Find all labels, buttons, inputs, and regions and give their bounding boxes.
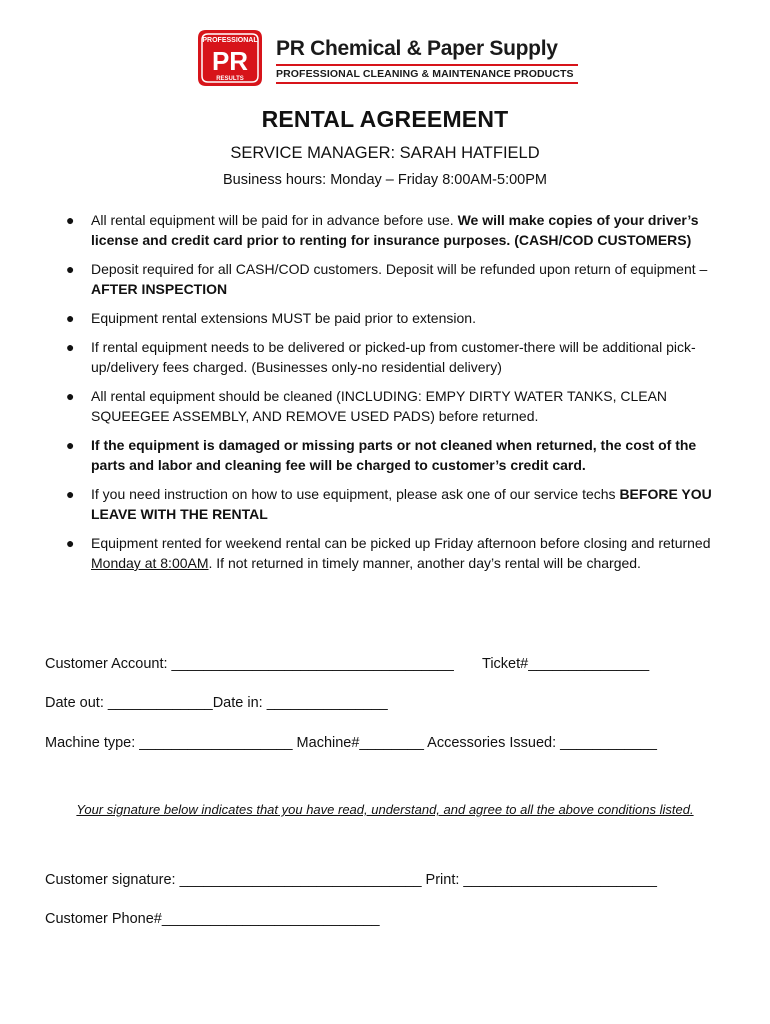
machine-field[interactable]: Machine type: ___________________ Machine#________ Accessories Issued: ____________	[45, 735, 657, 751]
bullet-icon: ●	[66, 388, 75, 404]
list-item	[62, 210, 722, 250]
bullet-icon: ●	[66, 339, 75, 355]
ticket-field[interactable]: Ticket#_______________	[482, 656, 650, 672]
rule-bold-text: AFTER INSPECTION	[91, 281, 228, 297]
bullet-icon: ●	[66, 212, 75, 228]
bullet-icon: ●	[66, 437, 75, 453]
company-header	[276, 36, 578, 84]
business-hours: Business hours: Monday – Friday 8:00AM-5:00PM	[223, 172, 547, 188]
list-item	[62, 484, 722, 524]
list-item	[62, 533, 722, 573]
customer-signature-field[interactable]: Customer signature: ______________________________ Print: ________________________	[45, 872, 657, 888]
list-item	[62, 386, 722, 426]
rule-underlined-text: Monday at 8:00AM	[91, 555, 209, 571]
bullet-icon: ●	[66, 486, 75, 502]
page-title: RENTAL AGREEMENT	[261, 106, 509, 132]
rule-bold-text: We will make copies of your driver’s license and credit card prior to renting for insurance purposes. (CASH/COD CUSTOMERS)	[91, 212, 699, 248]
rule-bold-text: BEFORE YOU LEAVE WITH THE RENTAL	[91, 486, 712, 522]
bullet-icon: ●	[66, 310, 75, 326]
rental-rules-list	[62, 210, 722, 582]
date-out-in-field[interactable]: Date out: _____________Date in: _______________	[45, 695, 388, 711]
bullet-icon: ●	[66, 535, 75, 551]
signature-notice: Your signature below indicates that you have read, understand, and agree to all the above conditions listed.	[76, 802, 694, 817]
header-divider	[276, 64, 578, 66]
list-item	[62, 259, 722, 299]
rule-text-continued: . If not returned in timely manner, another day’s rental will be charged.	[208, 555, 641, 571]
rule-bold-text: If the equipment is damaged or missing parts or not cleaned when returned, the cost of the parts and labor and cleaning fee will be charged to customer’s credit card.	[91, 437, 697, 473]
rule-text: All rental equipment will be paid for in advance before use.	[91, 212, 458, 228]
list-item	[62, 435, 722, 475]
logo-bottom-text: RESULTS	[216, 76, 244, 82]
customer-account-field[interactable]: Customer Account: ___________________________________	[45, 656, 454, 672]
list-item	[62, 337, 722, 377]
company-tagline: PROFESSIONAL CLEANING & MAINTENANCE PRODUCTS	[276, 68, 574, 80]
list-item	[62, 308, 722, 328]
customer-phone-field[interactable]: Customer Phone#___________________________	[45, 911, 380, 927]
header-divider-bottom	[276, 82, 578, 84]
rule-text: All rental equipment should be cleaned (INCLUDING: EMPY DIRTY WATER TANKS, CLEAN SQUEEGEE ASSEMBLY, AND REMOVE USED PADS) before returned.	[91, 388, 668, 424]
rule-text: If rental equipment needs to be delivered or picked-up from customer-there will be additional pick-up/delivery fees charged. (Businesses only-no residential delivery)	[91, 339, 696, 375]
service-manager: SERVICE MANAGER: SARAH HATFIELD	[230, 144, 540, 162]
logo-top-text: PROFESSIONAL	[202, 37, 258, 44]
rule-text: Equipment rented for weekend rental can be picked up Friday afternoon before closing and returned	[91, 535, 711, 551]
bullet-icon: ●	[66, 261, 75, 277]
company-name: PR Chemical & Paper Supply	[276, 37, 558, 60]
rule-text: Deposit required for all CASH/COD customers. Deposit will be refunded upon return of equipment –	[91, 261, 708, 277]
company-logo	[194, 28, 266, 88]
logo-initials: PR	[211, 46, 249, 76]
rule-text: Equipment rental extensions MUST be paid prior to extension.	[91, 310, 476, 326]
rule-text: If you need instruction on how to use equipment, please ask one of our service techs	[91, 486, 620, 502]
